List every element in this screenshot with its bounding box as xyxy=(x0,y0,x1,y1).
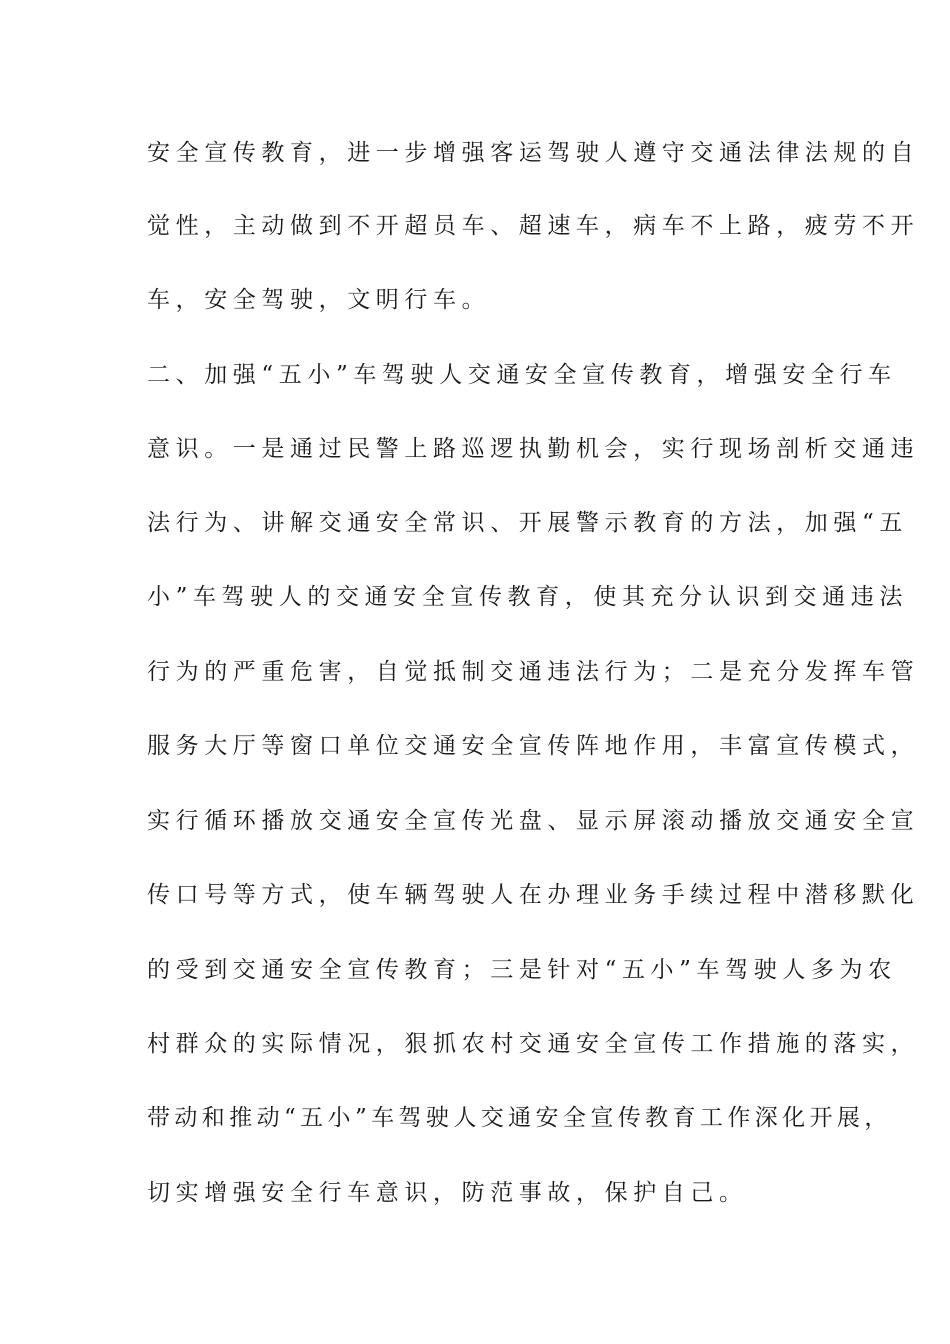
text-line: 法行为、讲解交通安全常识、开展警示教育的方法，加强“五 xyxy=(147,510,908,536)
text-line: 小”车驾驶人的交通安全宣传教育，使其充分认识到交通违法 xyxy=(147,584,908,610)
text-line: 车，安全驾驶，文明行车。 xyxy=(147,287,491,313)
text-line: 切实增强安全行车意识，防范事故，保护自己。 xyxy=(147,1180,748,1206)
text-line: 意识。一是通过民警上路巡逻执勤机会，实行现场剖析交通违 xyxy=(147,436,920,462)
text-line: 行为的严重危害，自觉抵制交通违法行为；二是充分发挥车管 xyxy=(147,659,920,685)
text-line: 传口号等方式，使车辆驾驶人在办理业务手续过程中潜移默化 xyxy=(147,882,920,908)
text-line: 带动和推动“五小”车驾驶人交通安全宣传教育工作深化开展， xyxy=(147,1105,892,1131)
text-line: 安全宣传教育，进一步增强客运驾驶人遵守交通法律法规的自 xyxy=(147,140,920,166)
text-line: 的受到交通安全宣传教育；三是针对“五小”车驾驶人多为农 xyxy=(147,957,897,983)
text-line: 觉性，主动做到不开超员车、超速车，病车不上路，疲劳不开 xyxy=(147,213,920,239)
text-line: 服务大厅等窗口单位交通安全宣传阵地作用，丰富宣传模式， xyxy=(147,733,920,759)
section-heading-line: 二、加强“五小”车驾驶人交通安全宣传教育，增强安全行车 xyxy=(147,362,897,388)
text-line: 实行循环播放交通安全宣传光盘、显示屏滚动播放交通安全宣 xyxy=(147,808,920,834)
text-line: 村群众的实际情况，狠抓农村交通安全宣传工作措施的落实， xyxy=(147,1031,920,1057)
